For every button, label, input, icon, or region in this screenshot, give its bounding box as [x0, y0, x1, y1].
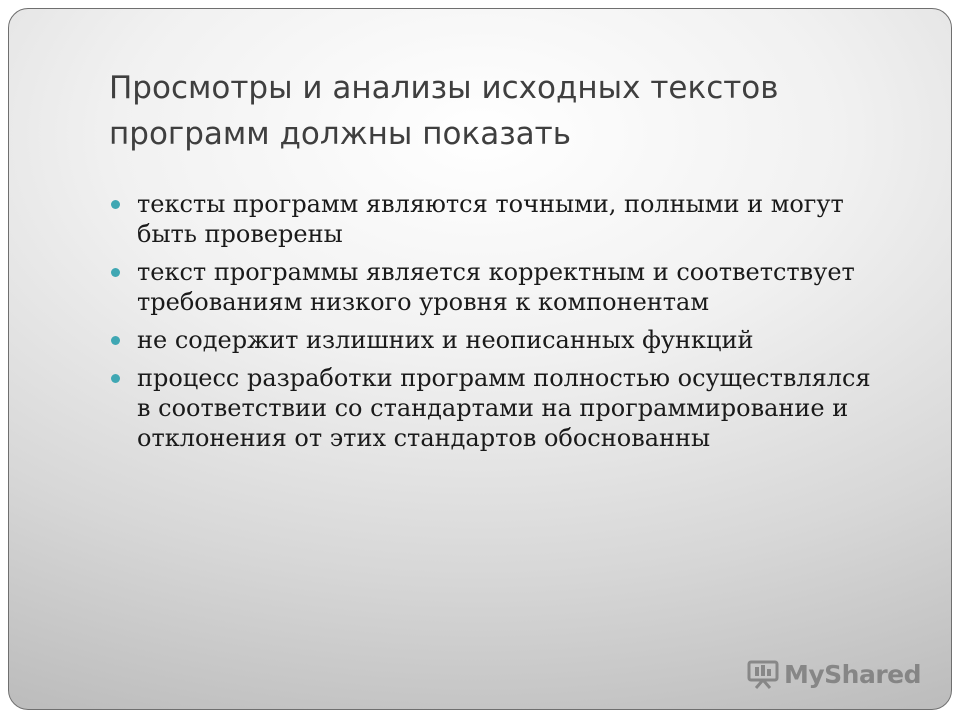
slide [8, 8, 952, 710]
bullet-text: текст программы является корректным и соответствует требованиям низкого уровня к компонентам [137, 258, 855, 316]
bullet-text: не содержит излишних и неописанных функций [137, 326, 754, 354]
bullet-text: процесс разработки программ полностью осуществлялся в соответствии со стандартами на программирование и отклонения от этих стандартов обоснованны [137, 364, 871, 452]
bullet-dot-icon [111, 374, 120, 383]
bullet-item [109, 189, 889, 249]
bullet-dot-icon [111, 200, 120, 209]
bullet-list [109, 189, 889, 461]
bullet-item [109, 257, 889, 317]
bullet-item [109, 325, 889, 355]
presentation-board-icon [746, 659, 780, 689]
bullet-item [109, 363, 889, 453]
bullet-dot-icon [111, 336, 120, 345]
slide-title: Просмотры и анализы исходных текстов программ должны показать [109, 70, 779, 152]
watermark-text: MyShared [783, 659, 921, 689]
bullet-dot-icon [111, 268, 120, 277]
myshared-watermark [746, 659, 921, 689]
bullet-text: тексты программ являются точными, полными и могут быть проверены [137, 190, 844, 248]
